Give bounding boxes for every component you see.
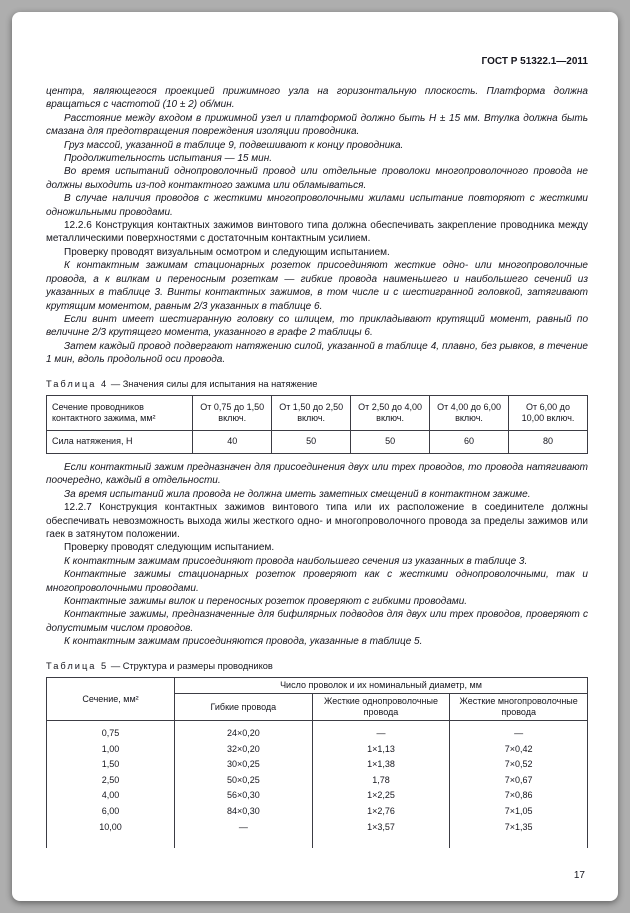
standard-number-header: ГОСТ Р 51322.1—2011 [481, 56, 588, 67]
table-header-cell: От 4,00 до 6,00 включ. [430, 395, 509, 430]
table-cell: — [175, 820, 313, 849]
table-cell: 1,50 [47, 757, 175, 773]
paragraph: К контактным зажимам присоединяются провода, указанные в таблице 5. [64, 636, 423, 648]
table-row [47, 742, 588, 758]
document-content [46, 85, 588, 848]
table-cell: 7×1,05 [450, 804, 588, 820]
table5-caption [46, 660, 588, 673]
table-cell: 2,50 [47, 773, 175, 789]
table-row [47, 721, 588, 742]
paragraph: Если контактный зажим предназначен для присоединения двух или трех проводов, то провода натягивают поочередно, каждый в отдельности. [46, 461, 588, 487]
table-header-cell: Сечение, мм² [47, 678, 175, 721]
table-header-cell: От 2,50 до 4,00 включ. [351, 395, 430, 430]
table-cell: 1,00 [47, 742, 175, 758]
table-header-row [47, 678, 588, 694]
table-cell: — [312, 721, 450, 742]
table-header-row [47, 395, 588, 430]
paragraph: В случае наличия проводов с жесткими многопроволочными жилами испытание повторяют с жесткими одножильными проводами. [46, 193, 588, 218]
tension-force-table [46, 395, 588, 454]
table-header-cell: Сечение проводников контактного зажима, мм² [47, 395, 193, 430]
paragraph: Контактные зажимы, предназначенные для бифилярных подводов для двух или трех проводов, проверяют с допустимым числом проводов. [46, 609, 588, 634]
table-cell: 7×0,42 [450, 742, 588, 758]
table-header-cell: От 1,50 до 2,50 включ. [272, 395, 351, 430]
paragraph: За время испытаний жила провода не должна иметь заметных смещений в контактном зажиме. [64, 488, 531, 500]
table-cell: 1×1,38 [312, 757, 450, 773]
paragraph: Проверку проводят визуальным осмотром и следующим испытанием. [64, 246, 390, 258]
table-cell: 60 [430, 430, 509, 453]
table-cell: 50 [272, 430, 351, 453]
table-header-cell: От 6,00 до 10,00 включ. [509, 395, 588, 430]
table-row [47, 788, 588, 804]
table-cell: 7×0,67 [450, 773, 588, 789]
paragraph: Контактные зажимы вилок и переносных розеток проверяют с гибкими проводами. [64, 596, 468, 607]
table-cell: 7×0,86 [450, 788, 588, 804]
table-cell: 1×3,57 [312, 820, 450, 849]
table-group-header-cell: Число проволок и их номинальный диаметр, мм [175, 678, 588, 694]
table-cell: 84×0,30 [175, 804, 313, 820]
paragraph: центра, являющегося проекцией прижимного узла на горизонтальную плоскость. Платформа должна вращаться с частотой (10 ± 2) об/мин. [46, 86, 588, 111]
paragraph: Продолжительность испытания — 15 мин. [64, 153, 272, 165]
table-cell: 50 [351, 430, 430, 453]
table-cell: 30×0,25 [175, 757, 313, 773]
table4-caption-text: — Значения силы для испытания на натяжение [110, 378, 318, 389]
table-cell: 80 [509, 430, 588, 453]
table-cell: 56×0,30 [175, 788, 313, 804]
table-cell: 40 [193, 430, 272, 453]
table-cell: 32×0,20 [175, 742, 313, 758]
clause-12-2-7: 12.2.7 Конструкция контактных зажимов винтового типа или их расположение в соединителе должны обеспечивать невозможность выхода жилы жесткого одно- и многопроволочного провода за пределы зажимов или гаек в затянутом положении. [46, 502, 588, 540]
table-cell: 50×0,25 [175, 773, 313, 789]
table4-caption-label: Таблица 4 [46, 378, 109, 389]
paragraph: Груз массой, указанной в таблице 9, подвешивают к концу проводника. [64, 139, 404, 151]
paragraph: К контактным зажимам присоединяют провода наибольшего сечения из указанных в таблице 3. [64, 555, 528, 567]
table5-caption-text: — Структура и размеры проводников [110, 660, 273, 671]
table-row [47, 820, 588, 849]
table-cell: 1×1,13 [312, 742, 450, 758]
table-cell: 1,78 [312, 773, 450, 789]
paragraph: Контактные зажимы стационарных розеток проверяют как с жесткими однопроволочными, так и многопроволочными проводами. [46, 569, 588, 594]
table-cell: 7×1,35 [450, 820, 588, 849]
paragraph: Проверку проводят следующим испытанием. [64, 542, 275, 554]
page-number: 17 [573, 870, 585, 881]
table-cell: 1×2,76 [312, 804, 450, 820]
table-cell: 6,00 [47, 804, 175, 820]
document-page [12, 12, 618, 901]
table-cell: — [450, 721, 588, 742]
table-cell: 0,75 [47, 721, 175, 742]
table-header-cell: От 0,75 до 1,50 включ. [193, 395, 272, 430]
table-header-cell: Жесткие многопроволочные провода [450, 694, 588, 721]
table-cell: 1×2,25 [312, 788, 450, 804]
table-cell: 4,00 [47, 788, 175, 804]
table-cell: Сила натяжения, Н [47, 430, 193, 453]
table-cell: 10,00 [47, 820, 175, 849]
table-cell: 24×0,20 [175, 721, 313, 742]
table5-caption-label: Таблица 5 [46, 660, 109, 671]
table-row [47, 757, 588, 773]
table4-caption [46, 378, 588, 391]
table-row [47, 804, 588, 820]
paragraph: Во время испытаний однопроволочный провод или отдельные проволоки многопроволочного провода не должны выходить из-под контактного зажима или обламываться. [46, 166, 588, 191]
table-header-cell: Жесткие однопроволочные провода [312, 694, 450, 721]
table-cell: 7×0,52 [450, 757, 588, 773]
paragraph: К контактным зажимам стационарных розеток присоединяют жесткие одно- или многопроволочные провода, а к вилкам и переносным розеткам — гибкие провода наименьшего и наибольшего сечений из указанных в таблице 3. Винты контактных зажимов, в том числе и с шестигранной головкой, затягивают крутящим моментом, равным 2/3 указанных в таблице 6. [46, 260, 588, 312]
table-header-cell: Гибкие провода [175, 694, 313, 721]
paragraph: Расстояние между входом в прижимной узел и платформой должно быть Н ± 15 мм. Втулка должна быть смазана для предотвращения повреждения изоляции проводника. [46, 112, 588, 138]
clause-12-2-6: 12.2.6 Конструкция контактных зажимов винтового типа должна обеспечивать закрепление проводника между металлическими поверхностями с достаточным контактным усилием. [46, 220, 588, 245]
paragraph: Если винт имеет шестигранную головку со шлицем, то прикладывают крутящий момент, равный по величине 2/3 крутящего момента, указанного в графе 2 таблицы 6. [46, 313, 588, 339]
table-row [47, 773, 588, 789]
conductor-structure-table [46, 677, 588, 848]
table-row [47, 430, 588, 453]
paragraph: Затем каждый провод подвергают натяжению силой, указанной в таблице 4, плавно, без рывков, в течение 1 мин, вдоль продольной оси провода. [46, 340, 588, 366]
